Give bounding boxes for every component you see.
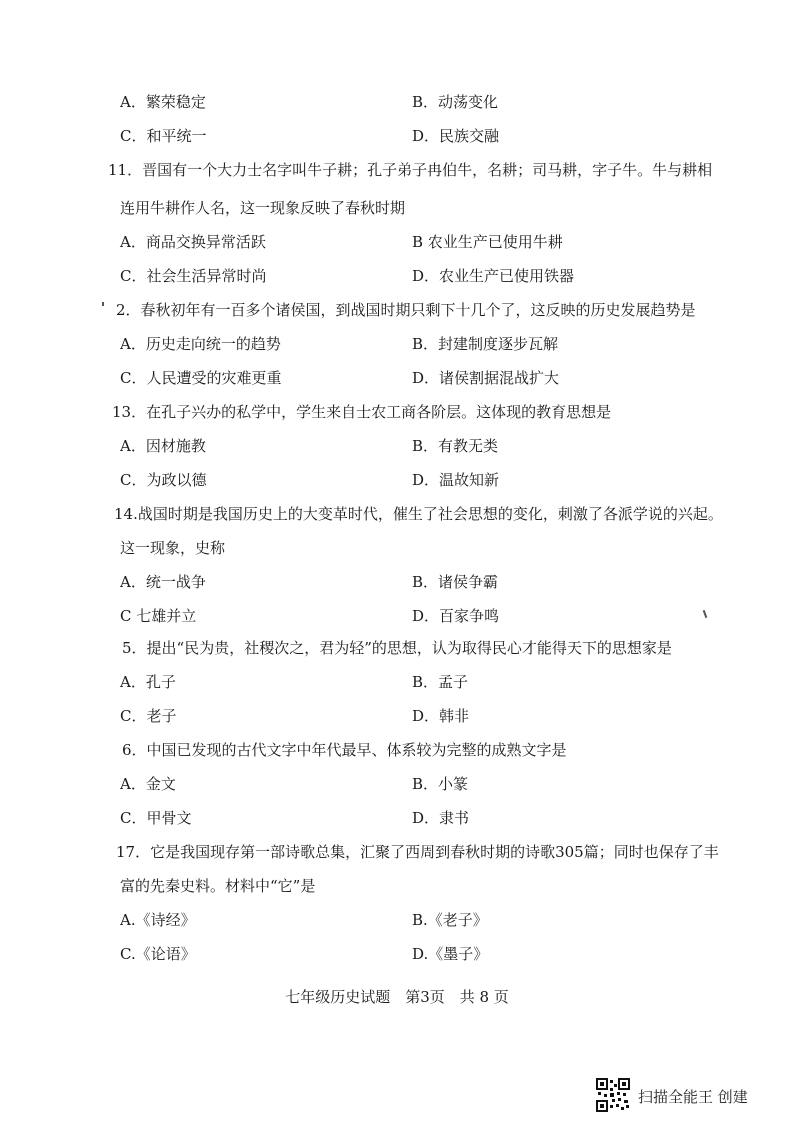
q11-option-d: D．农业生产已使用铁器 xyxy=(412,267,575,285)
q14-option-c: C 七雄并立 xyxy=(120,607,197,625)
q15-stem: 5．提出“民为贵，社稷次之，君为轻”的思想，认为取得民心才能得天下的思想家是 xyxy=(122,639,672,657)
q14-option-b: B．诸侯争霸 xyxy=(412,573,499,591)
q16-option-b: B．小篆 xyxy=(412,775,469,793)
scanner-watermark xyxy=(596,1078,786,1114)
q12-option-d: D．诸侯割据混战扩大 xyxy=(412,369,560,387)
scan-speck xyxy=(102,302,104,306)
q14-option-a: A．统一战争 xyxy=(120,573,206,591)
q13-option-b: B．有教无类 xyxy=(412,437,499,455)
q10-option-b: B．动荡变化 xyxy=(412,93,499,111)
q15-option-a: A．孔子 xyxy=(120,673,176,691)
q10-option-a: A．繁荣稳定 xyxy=(120,93,206,111)
q13-option-c: C．为政以德 xyxy=(120,471,207,489)
q12-option-c: C．人民遭受的灾难更重 xyxy=(120,369,282,387)
watermark-text: 扫描全能王 创建 xyxy=(638,1088,748,1106)
q13-option-a: A．因材施教 xyxy=(120,437,206,455)
q17-option-b: B.《老子》 xyxy=(412,911,488,929)
q15-option-b: B．孟子 xyxy=(412,673,469,691)
q10-option-c: C．和平统一 xyxy=(120,127,207,145)
q12-stem: 2．春秋初年有一百多个诸侯国，到战国时期只剩下十几个了，这反映的历史发展趋势是 xyxy=(116,301,696,319)
q17-option-d: D.《墨子》 xyxy=(412,945,489,963)
qr-code-icon xyxy=(596,1078,630,1112)
q14-stem-line1: 14.战国时期是我国历史上的大变革时代，催生了社会思想的变化，刺激了各派学说的兴起。 xyxy=(114,505,723,523)
q17-option-a: A.《诗经》 xyxy=(120,911,196,929)
q12-option-b: B．封建制度逐步瓦解 xyxy=(412,335,559,353)
q13-option-d: D．温故知新 xyxy=(412,471,500,489)
q11-option-b: B 农业生产已使用牛耕 xyxy=(412,233,563,251)
q10-option-d: D．民族交融 xyxy=(412,127,500,145)
q15-option-c: C．老子 xyxy=(120,707,177,725)
q14-stem-line2: 这一现象，史称 xyxy=(120,539,226,557)
q17-stem-line2: 富的先秦史料。材料中“它”是 xyxy=(120,877,316,895)
q12-option-a: A．历史走向统一的趋势 xyxy=(120,335,281,353)
q15-option-d: D．韩非 xyxy=(412,707,470,725)
q11-option-c: C．社会生活异常时尚 xyxy=(120,267,267,285)
q14-option-d: D．百家争鸣 xyxy=(412,607,500,625)
q11-stem-line1: 11．晋国有一个大力士名字叫牛子耕；孔子弟子冉伯牛，名耕；司马耕，字子牛。牛与耕相 xyxy=(108,161,713,179)
page-footer: 七年级历史试题 第3页 共 8 页 xyxy=(285,988,509,1006)
q16-option-c: C．甲骨文 xyxy=(120,809,192,827)
scan-speck xyxy=(703,610,708,618)
q13-stem: 13．在孔子兴办的私学中，学生来自士农工商各阶层。这体现的教育思想是 xyxy=(112,403,612,421)
q11-stem-line2: 连用牛耕作人名，这一现象反映了春秋时期 xyxy=(120,199,406,217)
q16-stem: 6．中国已发现的古代文字中年代最早、体系较为完整的成熟文字是 xyxy=(122,741,567,759)
q16-option-d: D．隶书 xyxy=(412,809,470,827)
q17-option-c: C.《论语》 xyxy=(120,945,196,963)
q16-option-a: A．金文 xyxy=(120,775,176,793)
q11-option-a: A．商品交换异常活跃 xyxy=(120,233,266,251)
q17-stem-line1: 17．它是我国现存第一部诗歌总集，汇聚了西周到春秋时期的诗歌305篇；同时也保存了丰 xyxy=(116,843,719,861)
